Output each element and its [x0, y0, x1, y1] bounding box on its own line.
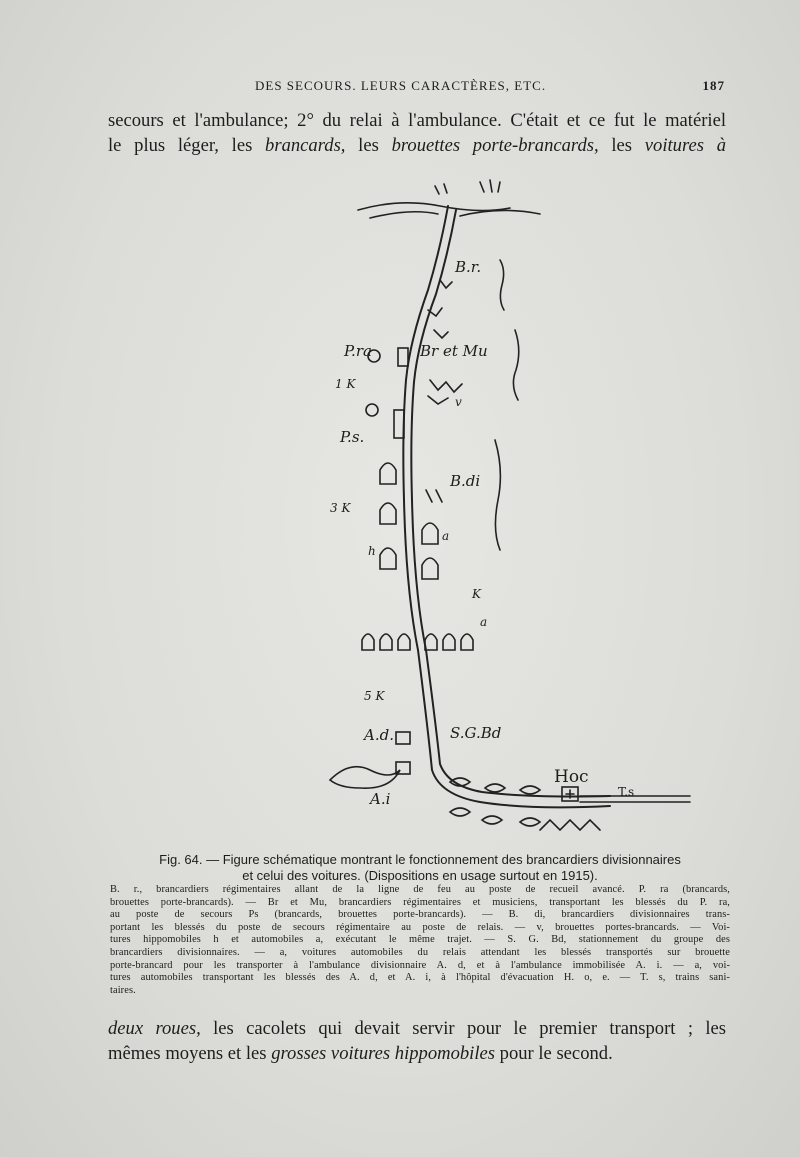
- running-title: DES SECOURS. LEURS CARACTÈRES, ETC.: [255, 78, 547, 93]
- schematic-drawing: [310, 170, 710, 850]
- label-sgbd: S.G.Bd: [450, 724, 502, 742]
- caption-line: Fig. 64. — Figure schématique montrant le fonctionnement des brancardiers divisionnaires: [159, 852, 681, 867]
- legend-line: B. r., brancardiers régimentaires allant de la ligne de feu au poste de recueil avancé. P. ra (brancards,: [110, 884, 730, 895]
- legend-line: tures automobiles transportant les blessés des A. d, et A. i, à l'hôpital d'évacuation H. o, e. — T. s, trains sani-: [110, 972, 730, 984]
- label-5k: 5 K: [364, 689, 385, 703]
- legend-line: brancardiers divisionnaires. — a, voitures automobiles du relais attendant les blessés transportés sur brouette: [110, 946, 730, 958]
- legend-line: porte-brancard pour les transporter à l'ambulance divisionnaire A. d, et à l'ambulance immobilisée A. i. — a, voi-: [110, 959, 730, 971]
- legend-line: brouettes porte-brancards). — Br et Mu, brancardiers régimentaires et musiciens, transportant les blessés du P. ra,: [110, 896, 730, 908]
- label-br: B.r.: [455, 258, 482, 276]
- figure-legend: [110, 884, 730, 997]
- label-brmu: Br et Mu: [420, 342, 488, 360]
- legend-line: au poste de secours Ps (brancards, brouettes porte-brancards). — B. di, brancardiers divisionnaires trans-: [110, 909, 730, 921]
- label-bdi: B.di: [450, 472, 481, 490]
- label-ai: A.i: [370, 790, 391, 808]
- text-line: le plus léger, les brancards, les brouettes porte-brancards, les voitures à: [108, 135, 727, 156]
- label-3k: 3 K: [330, 501, 351, 515]
- post-marker: [394, 410, 404, 438]
- label-hoc: Hoc: [554, 767, 589, 787]
- label-ts: T.s: [618, 785, 635, 799]
- body-text-bottom: [108, 1016, 726, 1066]
- body-text-top: [108, 108, 726, 158]
- front-line: [460, 210, 540, 216]
- legend-line: taires.: [110, 984, 136, 996]
- page-number: 187: [702, 78, 725, 93]
- label-ad: A.d.: [364, 726, 394, 744]
- front-line: [358, 203, 510, 211]
- vehicles-row: [362, 634, 410, 650]
- ambulance-hut: [396, 732, 410, 744]
- text-line: mêmes moyens et les grosses voitures hippomobiles pour le second.: [108, 1043, 613, 1064]
- village: [330, 767, 400, 789]
- flag-circle: [366, 404, 378, 416]
- vehicles-column: [422, 523, 438, 579]
- label-h: h: [368, 544, 376, 558]
- caption-line: et celui des voitures. (Dispositions en usage surtout en 1915).: [242, 868, 598, 883]
- figure-caption: [110, 852, 730, 884]
- text-line: secours et l'ambulance; 2° du relai à l'ambulance. C'était et ce fut le matériel: [108, 110, 726, 131]
- ambulance-cars: [450, 778, 540, 826]
- post-marker: [398, 348, 408, 366]
- legend-line: tures hippomobiles h et automobiles a, exécutant le même trajet. — S. G. Bd, stationnement du groupe des: [110, 934, 730, 946]
- label-a: a: [442, 529, 450, 543]
- soldiers-front: [435, 180, 500, 194]
- text-line: deux roues, les cacolets qui devait servir pour le premier transport ; les: [108, 1018, 727, 1039]
- schematic-figure: [310, 170, 710, 850]
- stretcher-bearers: [426, 490, 442, 502]
- front-line: [370, 212, 438, 218]
- label-pra: P.ra: [344, 342, 372, 360]
- brace: [513, 330, 518, 400]
- label-1k: 1 K: [335, 377, 356, 391]
- brace: [495, 440, 500, 550]
- label-ps: P.s.: [340, 428, 365, 446]
- road: [411, 210, 610, 797]
- label-v: v: [455, 395, 462, 409]
- label-k4: K: [472, 587, 481, 601]
- vehicles-row: [425, 634, 473, 650]
- legend-line: portant les blessés du poste de secours régimentaire au poste de relais. — v, brouettes portes-brancards. — Voi-: [110, 921, 730, 933]
- hospital-tents: [540, 820, 600, 830]
- vehicles-column: [380, 463, 396, 569]
- brace: [500, 260, 504, 310]
- label-a2: a: [480, 615, 488, 629]
